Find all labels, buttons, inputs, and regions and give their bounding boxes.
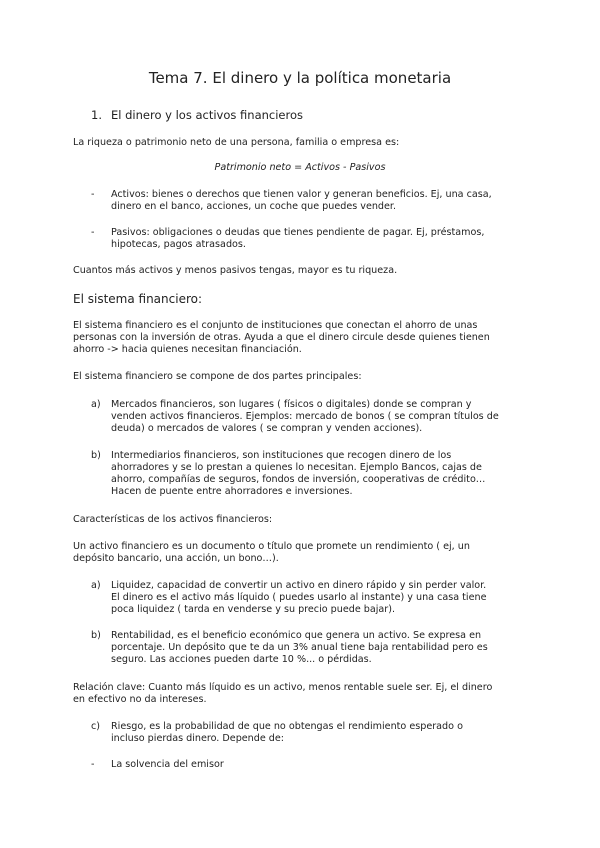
list-line: ahorro, compañías de seguros, fondos de inversión, cooperativas de crédito… [111,474,486,485]
list-line: Rentabilidad, es el beneficio económico que genera un activo. Se expresa en [111,630,482,641]
bullet-marker: - [91,759,95,770]
list-line: venden activos financieros. Ejemplos: mercado de bonos ( se compran títulos de [111,411,499,422]
page-title: Tema 7. El dinero y la política monetaria [148,69,452,87]
paragraph-line: personas con la inversión de otras. Ayuda a que el dinero circule desde quienes tienen [73,332,490,343]
section-heading: El dinero y los activos financieros [111,108,304,122]
intro-paragraph: La riqueza o patrimonio neto de una persona, familia o empresa es: [73,137,400,148]
bullet-line: hipotecas, pagos atrasados. [111,239,246,250]
list-line: seguro. Las acciones pueden darte 10 %... o pérdidas. [111,654,372,665]
paragraph-line: ahorro -> hacia quienes necesitan financiación. [73,344,302,355]
list-line: porcentaje. Un depósito que te da un 3% anual tiene baja rentabilidad pero es [111,642,488,653]
list-line: El dinero es el activo más líquido ( puedes usarlo al instante) y una casa tiene [111,592,487,603]
paragraph-line: Un activo financiero es un documento o título que promete un rendimiento ( ej, un [73,541,470,552]
list-line: Liquidez, capacidad de convertir un activo en dinero rápido y sin perder valor. [111,580,487,591]
list-line: Riesgo, es la probabilidad de que no obtengas el rendimiento esperado o [111,721,463,732]
bullet-line: Activos: bienes o derechos que tienen valor y generan beneficios. Ej, una casa, [111,189,492,200]
paragraph-line: en efectivo no da intereses. [73,694,207,705]
conclusion-paragraph: Cuantos más activos y menos pasivos tengas, mayor es tu riqueza. [73,265,398,276]
paragraph-line: Relación clave: Cuanto más líquido es un activo, menos rentable suele ser. Ej, el dinero [73,682,493,693]
bullet-marker: - [91,227,95,238]
paragraph-partes: El sistema financiero se compone de dos partes principales: [73,371,362,382]
list-marker: a) [91,580,101,591]
list-line: incluso pierdas dinero. Depende de: [111,733,285,744]
list-marker: a) [91,399,101,410]
paragraph-line: depósito bancario, una acción, un bono…). [73,553,279,564]
list-line: ahorradores y se lo prestan a quienes lo necesitan. Ejemplo Bancos, cajas de [111,462,482,473]
section-number: 1. [91,108,102,122]
list-marker: b) [91,630,101,641]
subheading-sistema: El sistema financiero: [73,292,203,306]
bullet-line: dinero en el banco, acciones, un coche que puedes vender. [111,201,397,212]
bullet-line: La solvencia del emisor [111,759,224,770]
bullet-marker: - [91,189,95,200]
paragraph-line: El sistema financiero es el conjunto de instituciones que conectan el ahorro de unas [73,320,478,331]
list-line: deuda) o mercados de valores ( se compran y venden acciones). [111,423,423,434]
formula: Patrimonio neto = Activos - Pasivos [214,162,386,173]
list-line: Intermediarios financieros, son instituciones que recogen dinero de los [111,450,452,461]
list-marker: b) [91,450,101,461]
bullet-line: Pasivos: obligaciones o deudas que tienes pendiente de pagar. Ej, préstamos, [111,227,485,238]
list-line: poca liquidez ( tarda en venderse y su precio puede bajar). [111,604,396,615]
list-line: Hacen de puente entre ahorradores e inversiones. [111,486,353,497]
list-line: Mercados financieros, son lugares ( físicos o digitales) donde se compran y [111,399,472,410]
subheading-caracteristicas: Características de los activos financieros: [73,514,273,525]
list-marker: c) [91,721,101,732]
